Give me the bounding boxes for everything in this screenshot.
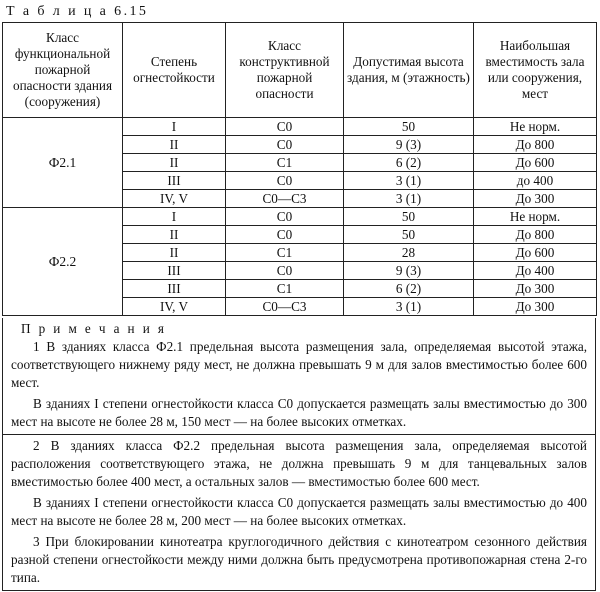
height-cell: 50 — [344, 208, 474, 226]
capacity-cell: до 400 — [474, 172, 597, 190]
header-allowed-height: Допустимая высота здания, м (этажность) — [344, 23, 474, 118]
note-paragraph: В зданиях I степени огнестойкости класса С0 допускается размещать залы вместимостью до 300 мест на высоте не более 28 м, 150 мест — на более высоких отметках. — [11, 396, 587, 429]
construction-class-cell: С0 — [226, 262, 344, 280]
note-paragraph: 3 При блокировании кинотеатра круглогодичного действия с кинотеатром сезонного действия разной степени огнестойкости между ними должна быть предусмотрена противопожарная стена 2-го типа. — [11, 534, 587, 585]
table-row — [3, 118, 597, 136]
construction-class-cell: С0 — [226, 118, 344, 136]
degree-cell: III — [123, 280, 226, 298]
degree-cell: II — [123, 226, 226, 244]
note-paragraph: 2 В зданиях класса Ф2.2 предельная высота размещения зала, определяемая высотой расположения соответствующего этажа, не должна превышать 9 м для танцевальных залов вместимостью более 400 мест, а остальных залов — вместимостью более 600 мест. — [11, 438, 587, 489]
construction-class-cell: С0 — [226, 226, 344, 244]
height-cell: 6 (2) — [344, 154, 474, 172]
capacity-cell: До 600 — [474, 154, 597, 172]
functional-class-cell: Ф2.2 — [3, 208, 123, 316]
header-functional-class: Класс функциональной пожарной опасности здания (сооружения) — [3, 23, 123, 118]
notes-block-2 — [3, 434, 595, 590]
table-row — [3, 208, 597, 226]
degree-cell: III — [123, 262, 226, 280]
header-construction-class: Класс конструктивной пожарной опасности — [226, 23, 344, 118]
header-fire-resistance: Степень огнестойкости — [123, 23, 226, 118]
height-cell: 50 — [344, 226, 474, 244]
height-cell: 9 (3) — [344, 262, 474, 280]
notes-block-1 — [3, 318, 595, 434]
functional-class-cell: Ф2.1 — [3, 118, 123, 208]
notes-section — [2, 318, 596, 591]
table-caption: Т а б л и ц а 6.15 — [6, 4, 149, 19]
height-cell: 50 — [344, 118, 474, 136]
degree-cell: II — [123, 154, 226, 172]
construction-class-cell: С1 — [226, 154, 344, 172]
construction-class-cell: С1 — [226, 280, 344, 298]
header-max-capacity: Наибольшая вместимость зала или сооружения, мест — [474, 23, 597, 118]
construction-class-cell: С0—С3 — [226, 298, 344, 316]
fire-safety-table — [2, 22, 597, 316]
table-header-row — [3, 23, 597, 118]
height-cell: 3 (1) — [344, 172, 474, 190]
table-body — [3, 118, 597, 316]
capacity-cell: До 800 — [474, 136, 597, 154]
capacity-cell: Не норм. — [474, 208, 597, 226]
capacity-cell: До 300 — [474, 190, 597, 208]
capacity-cell: До 800 — [474, 226, 597, 244]
capacity-cell: До 300 — [474, 298, 597, 316]
note-paragraph: 1 В зданиях класса Ф2.1 предельная высота размещения зала, определяемая высотой этажа, соответствующего нижнему ряду мест, не должна превышать 9 м для залов вместимостью более 600 мест. — [11, 339, 587, 390]
height-cell: 28 — [344, 244, 474, 262]
construction-class-cell: С0—С3 — [226, 190, 344, 208]
height-cell: 6 (2) — [344, 280, 474, 298]
height-cell: 9 (3) — [344, 136, 474, 154]
construction-class-cell: С0 — [226, 208, 344, 226]
height-cell: 3 (1) — [344, 298, 474, 316]
capacity-cell: До 400 — [474, 262, 597, 280]
degree-cell: III — [123, 172, 226, 190]
degree-cell: II — [123, 136, 226, 154]
notes-heading: П р и м е ч а н и я — [21, 321, 167, 336]
construction-class-cell: С1 — [226, 244, 344, 262]
degree-cell: II — [123, 244, 226, 262]
degree-cell: IV, V — [123, 298, 226, 316]
degree-cell: IV, V — [123, 190, 226, 208]
height-cell: 3 (1) — [344, 190, 474, 208]
capacity-cell: Не норм. — [474, 118, 597, 136]
capacity-cell: До 600 — [474, 244, 597, 262]
degree-cell: I — [123, 208, 226, 226]
capacity-cell: До 300 — [474, 280, 597, 298]
degree-cell: I — [123, 118, 226, 136]
construction-class-cell: С0 — [226, 136, 344, 154]
construction-class-cell: С0 — [226, 172, 344, 190]
note-paragraph: В зданиях I степени огнестойкости класса С0 допускается размещать залы вместимостью до 400 мест на высоте не более 28 м, 200 мест — на более высоких отметках. — [11, 495, 587, 528]
